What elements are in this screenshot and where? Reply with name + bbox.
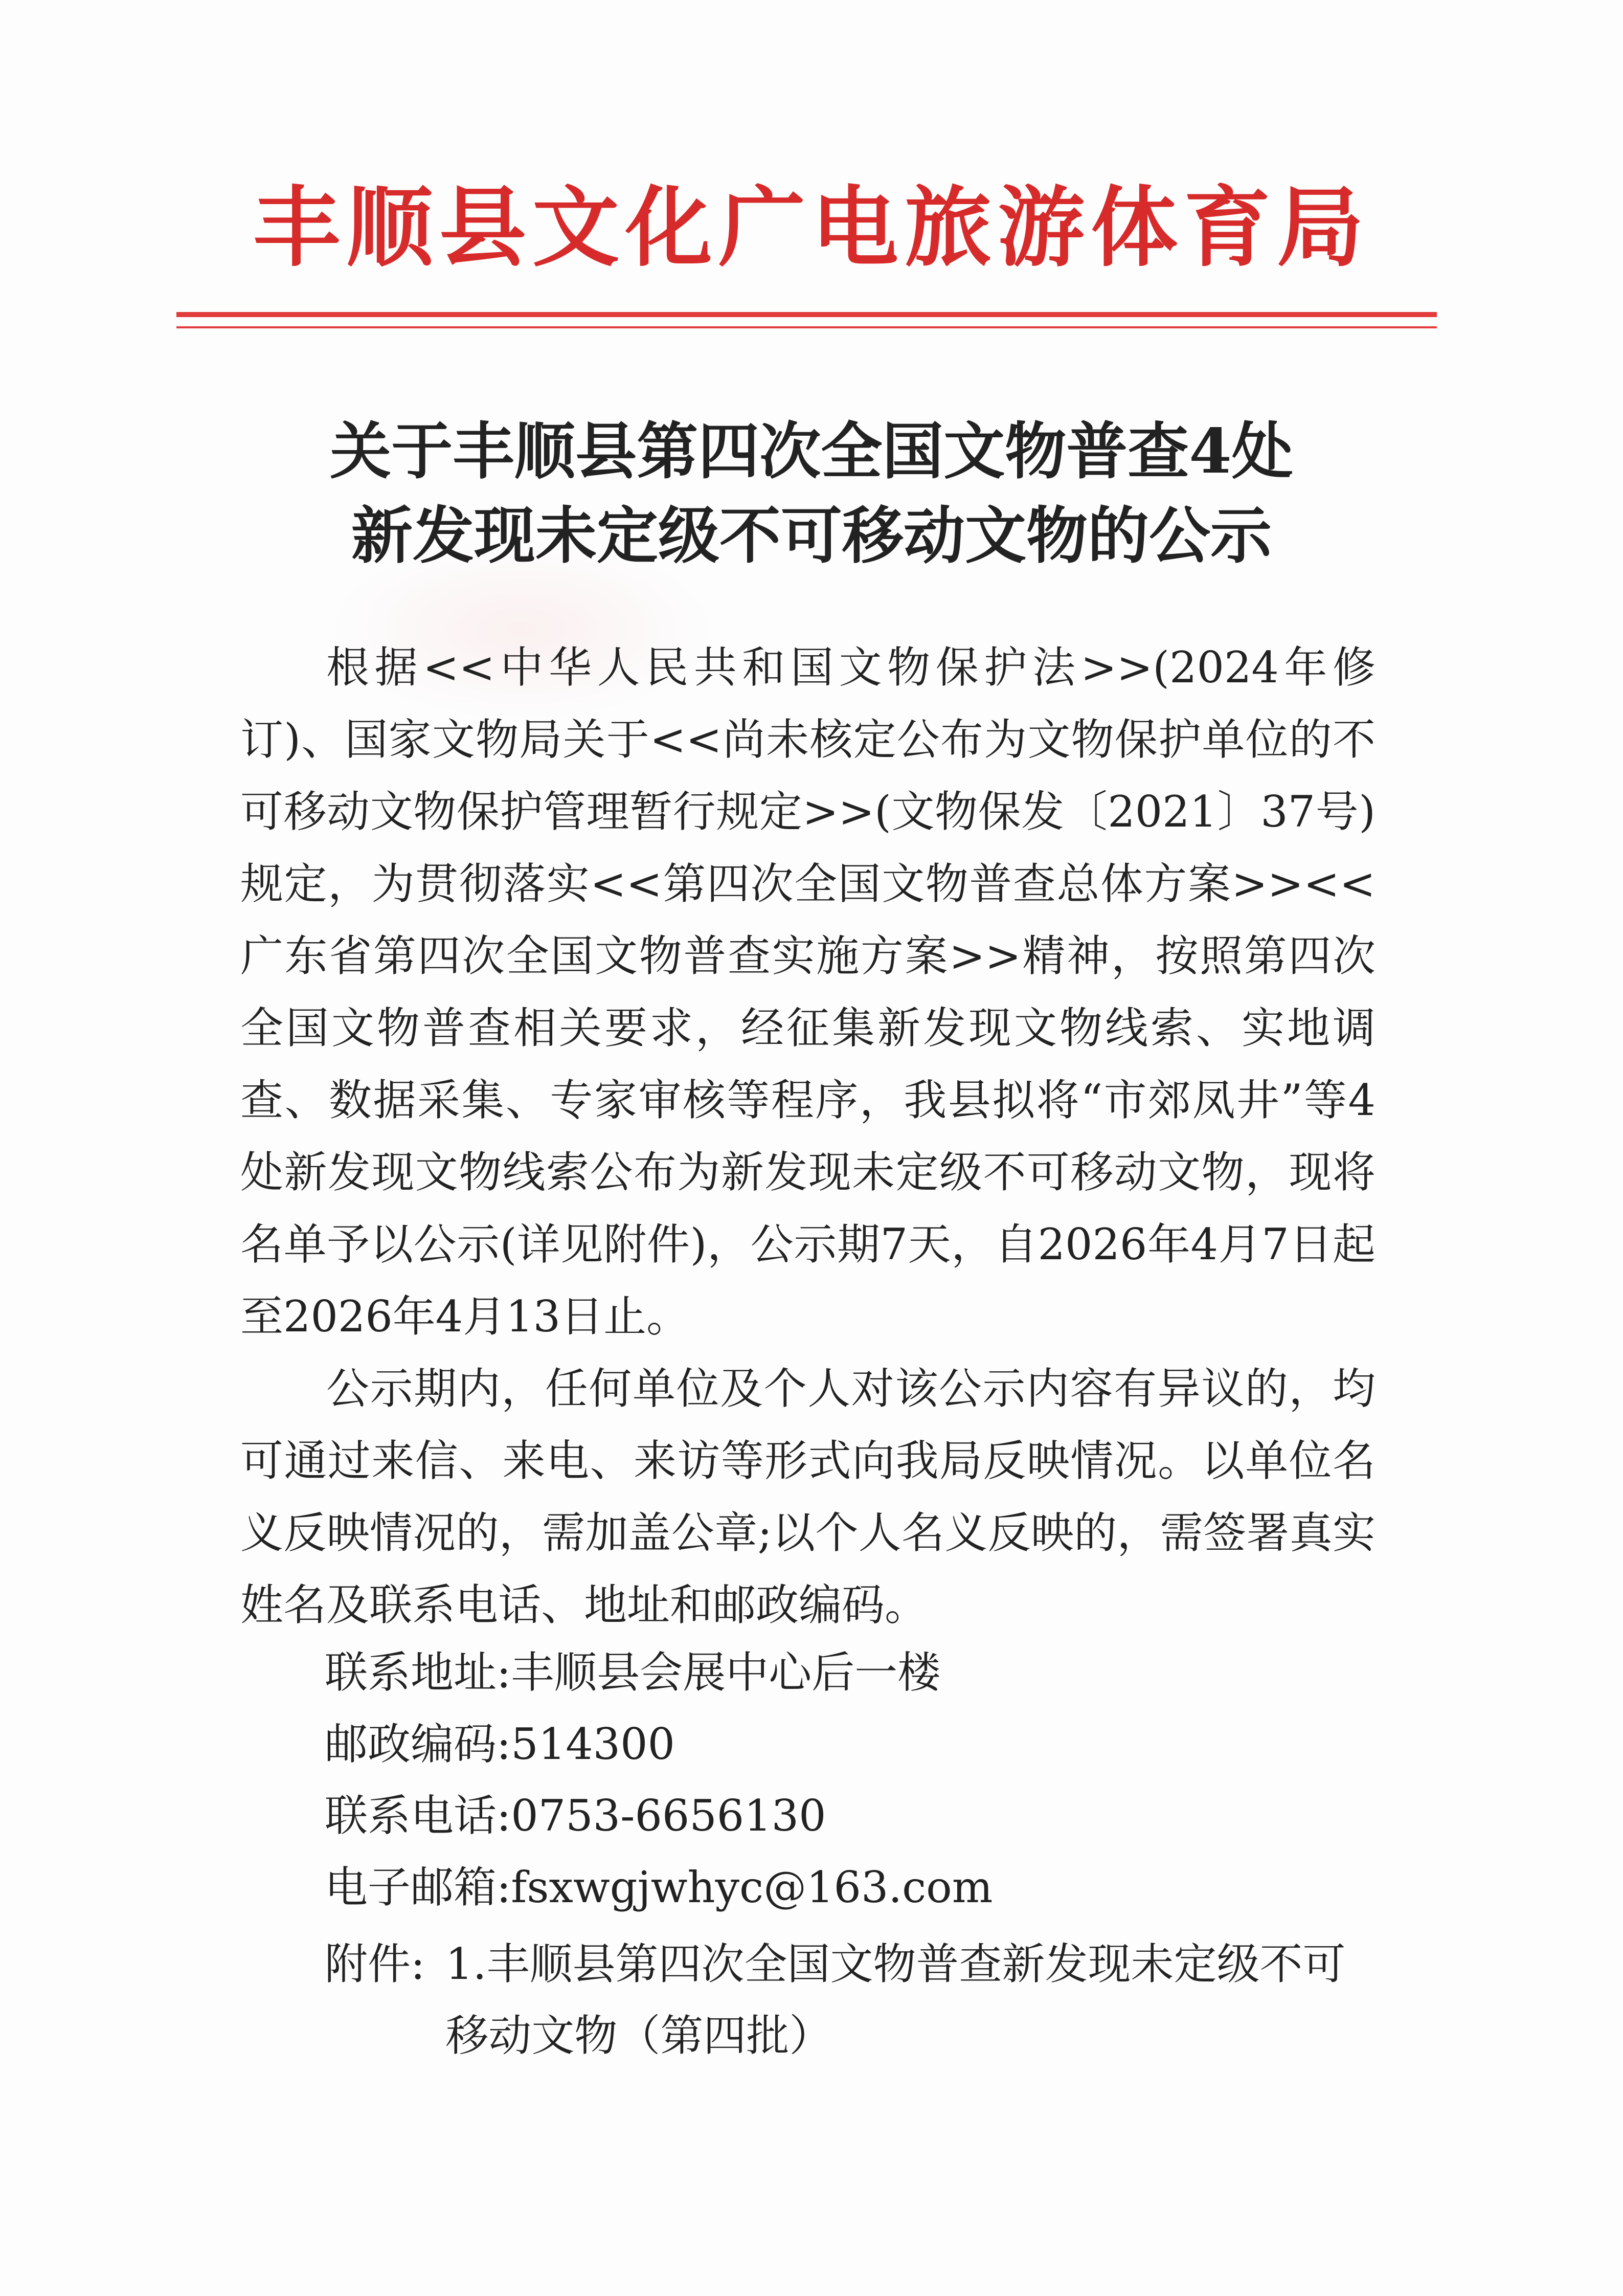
- attachment-item-1: 1.丰顺县第四次全国文物普查新发现未定级不可移动文物（第四批）: [445, 1939, 1346, 2061]
- notice-title: [0, 409, 1623, 578]
- header-rule-thick: [176, 312, 1437, 317]
- notice-title-line2: 新发现未定级不可移动文物的公示: [351, 500, 1272, 572]
- contact-block: [325, 1637, 1373, 1923]
- org-header-title: 丰顺县文化广电旅游体育局: [253, 176, 1370, 279]
- body-paragraph-2: 公示期内，任何单位及个人对该公示内容有异议的，均可通过来信、来电、来访等形式向我局反映情况。以单位名义反映情况的，需加盖公章;以个人名义反映的，需签署真实姓名及联系电话、地址和邮政编码。: [240, 1364, 1376, 1630]
- contact-address: 联系地址:丰顺县会展中心后一楼: [325, 1647, 941, 1698]
- contact-email: 电子邮箱:fsxwgjwhyc@163.com: [325, 1862, 993, 1912]
- notice-title-line1: 关于丰顺县第四次全国文物普查4处: [330, 415, 1293, 487]
- contact-postcode: 邮政编码:514300: [325, 1719, 675, 1769]
- attachment-label: 附件:: [325, 1939, 425, 1989]
- attachment-block: [325, 1928, 1388, 2071]
- contact-phone: 联系电话:0753-6656130: [325, 1791, 826, 1841]
- notice-body: [240, 632, 1376, 1641]
- attachment-row: [325, 1928, 1388, 2071]
- body-paragraph-1: 根据<<中华人民共和国文物保护法>>(2024年修订)、国家文物局关于<<尚未核定公布为文物保护单位的不可移动文物保护管理暂行规定>>(文物保发〔2021〕37号)规定，为贯彻落实<<第四次全国文物普查总体方案>><<广东省第四次全国文物普查实施方案>>精神，按照第四次全国文物普查相关要求，经征集新发现文物线索、实地调查、数据采集、专家审核等程序，我县拟将“市郊凤井”等4处新发现文物线索公布为新发现未定级不可移动文物，现将名单予以公示(详见附件)，公示期7天，自2026年4月7日起至2026年4月13日止。: [240, 642, 1376, 1342]
- header-rule-thin: [176, 326, 1437, 328]
